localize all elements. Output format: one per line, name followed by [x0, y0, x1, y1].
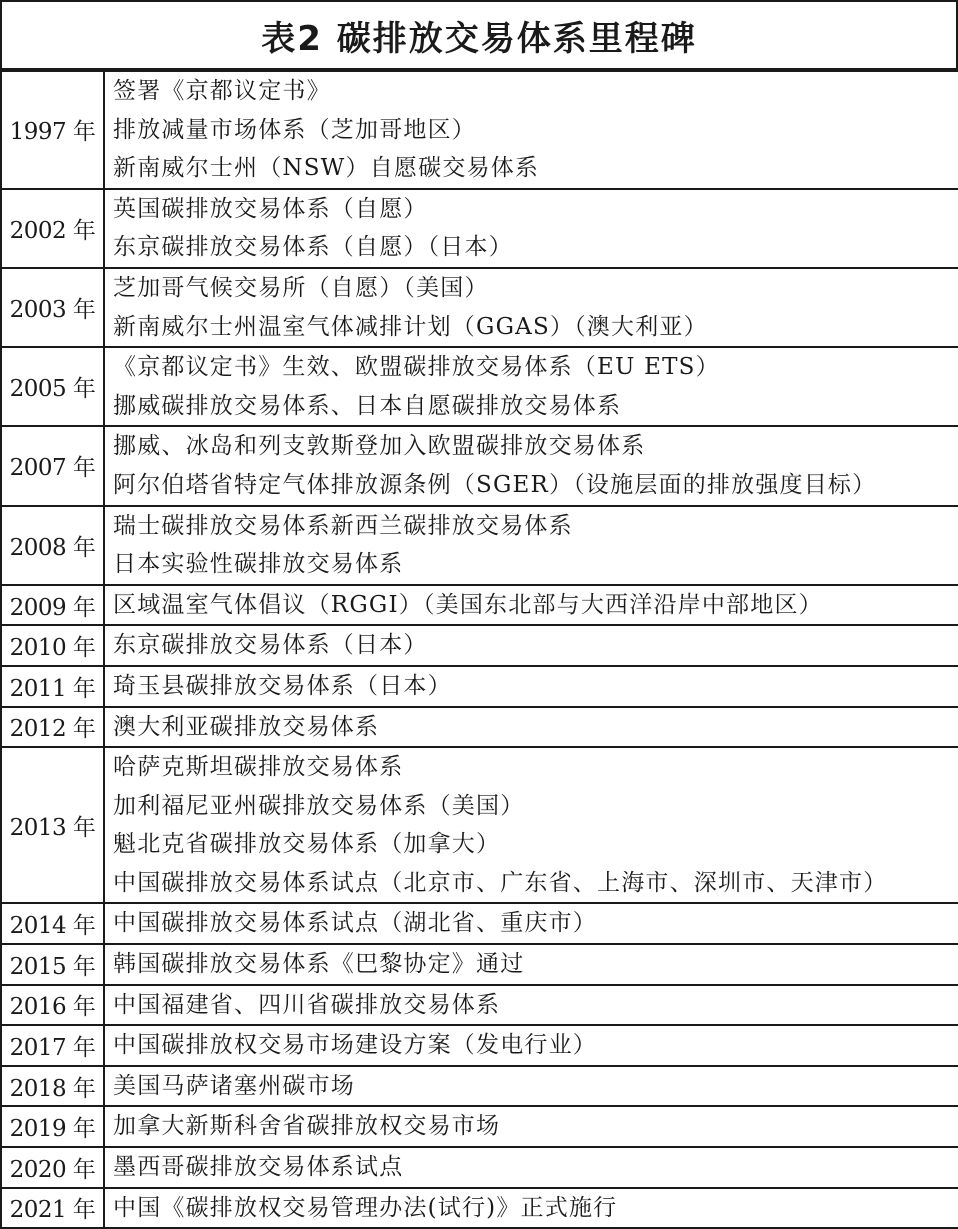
year-cell: 2017 年 — [1, 1025, 104, 1066]
table-row — [1, 426, 958, 505]
event-item: 哈萨克斯坦碳排放交易体系 — [113, 754, 404, 781]
event-item: 瑞士碳排放交易体系新西兰碳排放交易体系 — [113, 512, 573, 539]
table-row — [1, 944, 958, 985]
events-cell — [104, 585, 958, 626]
year-cell: 2002 年 — [1, 189, 104, 268]
event-item: 中国碳排放权交易市场建设方案（发电行业） — [113, 1032, 597, 1059]
milestone-table — [0, 70, 958, 1229]
year-cell: 2020 年 — [1, 1147, 104, 1188]
event-item: 中国福建省、四川省碳排放交易体系 — [113, 991, 501, 1018]
table-row — [1, 1147, 958, 1188]
year-cell: 2014 年 — [1, 903, 104, 944]
year-cell: 2013 年 — [1, 747, 104, 903]
event-item: 排放减量市场体系（芝加哥地区） — [113, 116, 476, 143]
event-item: 挪威碳排放交易体系、日本自愿碳排放交易体系 — [113, 392, 622, 419]
event-item: 东京碳排放交易体系（日本） — [113, 632, 428, 659]
year-cell: 2003 年 — [1, 268, 104, 347]
events-cell — [104, 903, 958, 944]
event-item: 阿尔伯塔省特定气体排放源条例（SGER）（设施层面的排放强度目标） — [113, 471, 877, 498]
year-cell: 2005 年 — [1, 347, 104, 426]
table-row — [1, 707, 958, 748]
events-cell — [104, 625, 958, 666]
event-item: 琦玉县碳排放交易体系（日本） — [113, 672, 452, 699]
events-cell — [104, 1188, 958, 1229]
table-row — [1, 1066, 958, 1107]
events-cell — [104, 268, 958, 347]
event-item: 挪威、冰岛和列支敦斯登加入欧盟碳排放交易体系 — [113, 433, 646, 460]
events-cell — [104, 944, 958, 985]
event-item: 加利福尼亚州碳排放交易体系（美国） — [113, 792, 525, 819]
events-cell — [104, 747, 958, 903]
year-cell: 2018 年 — [1, 1066, 104, 1107]
event-item: 加拿大新斯科舍省碳排放权交易市场 — [113, 1113, 501, 1140]
events-cell — [104, 71, 958, 189]
table-row — [1, 985, 958, 1026]
events-cell — [104, 985, 958, 1026]
event-item: 中国碳排放交易体系试点（湖北省、重庆市） — [113, 910, 597, 937]
table-row — [1, 747, 958, 903]
event-item: 芝加哥气候交易所（自愿）（美国） — [113, 274, 489, 301]
year-cell: 2021 年 — [1, 1188, 104, 1229]
milestone-table-body — [1, 71, 958, 1228]
year-cell: 2019 年 — [1, 1106, 104, 1147]
event-item: 英国碳排放交易体系（自愿） — [113, 195, 428, 222]
table-row — [1, 189, 958, 268]
events-cell — [104, 1066, 958, 1107]
event-item: 韩国碳排放交易体系《巴黎协定》通过 — [113, 951, 525, 978]
event-item: 墨西哥碳排放交易体系试点 — [113, 1154, 404, 1181]
event-item: 魁北克省碳排放交易体系（加拿大） — [113, 831, 501, 858]
table-title: 表2 碳排放交易体系里程碑 — [0, 0, 958, 70]
events-cell — [104, 347, 958, 426]
table-row — [1, 506, 958, 585]
event-item: 中国《碳排放权交易管理办法(试行)》正式施行 — [113, 1194, 618, 1221]
year-cell: 2007 年 — [1, 426, 104, 505]
events-cell — [104, 426, 958, 505]
event-item: 日本实验性碳排放交易体系 — [113, 551, 404, 578]
year-cell: 2012 年 — [1, 707, 104, 748]
year-cell: 1997 年 — [1, 71, 104, 189]
event-item: 美国马萨诸塞州碳市场 — [113, 1072, 355, 1099]
table-row — [1, 347, 958, 426]
year-cell: 2009 年 — [1, 585, 104, 626]
table-row — [1, 1106, 958, 1147]
year-cell: 2011 年 — [1, 666, 104, 707]
events-cell — [104, 189, 958, 268]
table-row — [1, 585, 958, 626]
table-row — [1, 903, 958, 944]
table-row — [1, 1188, 958, 1229]
events-cell — [104, 707, 958, 748]
event-item: 新南威尔士州（NSW）自愿碳交易体系 — [113, 155, 540, 182]
event-item: 区域温室气体倡议（RGGI）（美国东北部与大西洋沿岸中部地区） — [113, 591, 823, 618]
event-item: 签署《京都议定书》 — [113, 78, 331, 104]
events-cell — [104, 1147, 958, 1188]
event-item: 澳大利亚碳排放交易体系 — [113, 713, 380, 740]
table-row — [1, 268, 958, 347]
event-item: 新南威尔士州温室气体减排计划（GGAS）（澳大利亚） — [113, 313, 708, 340]
year-cell: 2015 年 — [1, 944, 104, 985]
year-cell: 2016 年 — [1, 985, 104, 1026]
table-row — [1, 625, 958, 666]
table-row — [1, 666, 958, 707]
events-cell — [104, 506, 958, 585]
events-cell — [104, 1025, 958, 1066]
event-item: 中国碳排放交易体系试点（北京市、广东省、上海市、深圳市、天津市） — [113, 869, 888, 896]
events-cell — [104, 1106, 958, 1147]
table-row — [1, 71, 958, 189]
year-cell: 2008 年 — [1, 506, 104, 585]
events-cell — [104, 666, 958, 707]
event-item: 《京都议定书》生效、欧盟碳排放交易体系（EU ETS） — [113, 354, 720, 381]
event-item: 东京碳排放交易体系（自愿）（日本） — [113, 234, 513, 261]
year-cell: 2010 年 — [1, 625, 104, 666]
table-row — [1, 1025, 958, 1066]
